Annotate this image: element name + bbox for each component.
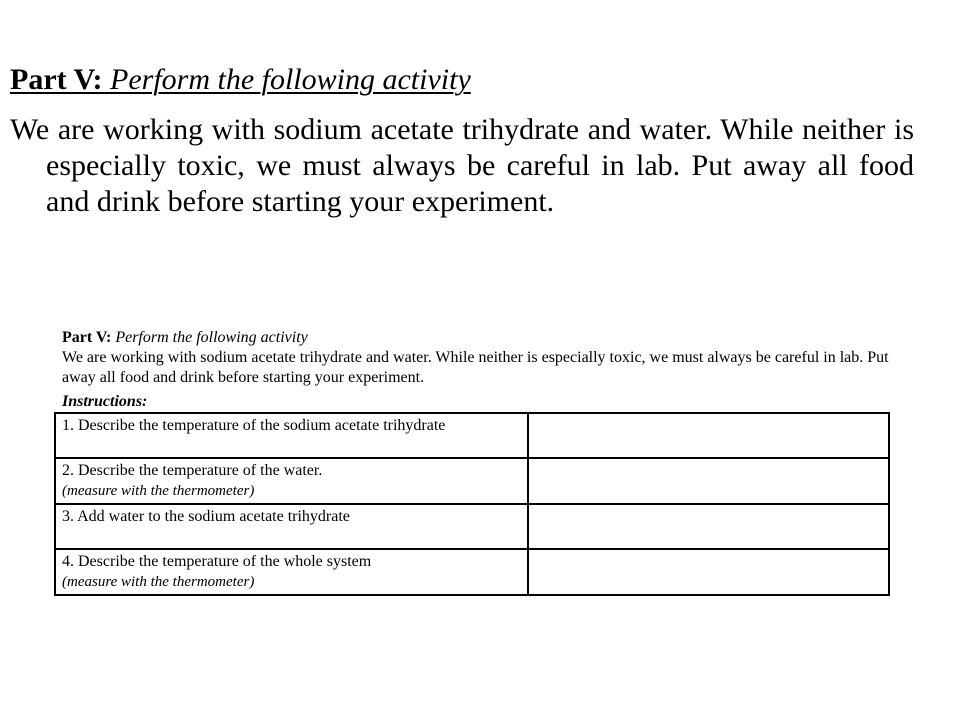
worksheet-image (52, 326, 894, 590)
step-cell (55, 504, 528, 549)
step-note: (measure with the thermometer) (62, 483, 255, 499)
instructions-table (54, 412, 890, 596)
step-text: 4. Describe the temperature of the whole system (62, 553, 372, 570)
worksheet-heading-label: Part V: (62, 329, 112, 346)
step-text: 2. Describe the temperature of the water. (62, 462, 323, 479)
table-row (55, 413, 889, 458)
step-text: 3. Add water to the sodium acetate trihydrate (62, 508, 350, 525)
slide-body-text: We are working with sodium acetate trihydrate and water. While neither is especially toxic, we must always be careful in lab. Put away all food and drink before starting your experiment. (10, 113, 914, 218)
slide-heading (10, 60, 471, 100)
answer-cell[interactable] (528, 413, 889, 458)
table-row (55, 504, 889, 549)
slide-heading-title: Perform the following activity (110, 63, 471, 96)
worksheet-heading (62, 328, 308, 348)
step-text: 1. Describe the temperature of the sodium acetate trihydrate (62, 417, 446, 434)
step-note: (measure with the thermometer) (62, 574, 255, 590)
slide-heading-label: Part V: (10, 63, 103, 96)
answer-cell[interactable] (528, 549, 889, 595)
step-cell (55, 549, 528, 595)
answer-cell[interactable] (528, 504, 889, 549)
answer-cell[interactable] (528, 458, 889, 504)
worksheet-heading-title: Perform the following activity (115, 329, 308, 346)
worksheet-instructions-label: Instructions: (62, 393, 148, 410)
table-row (55, 549, 889, 595)
step-cell (55, 458, 528, 504)
step-cell (55, 413, 528, 458)
worksheet-intro-text: We are working with sodium acetate trihydrate and water. While neither is especially toxic, we must always be careful in lab. Put away all food and drink before starting your experiment. (62, 349, 889, 386)
table-row (55, 458, 889, 504)
